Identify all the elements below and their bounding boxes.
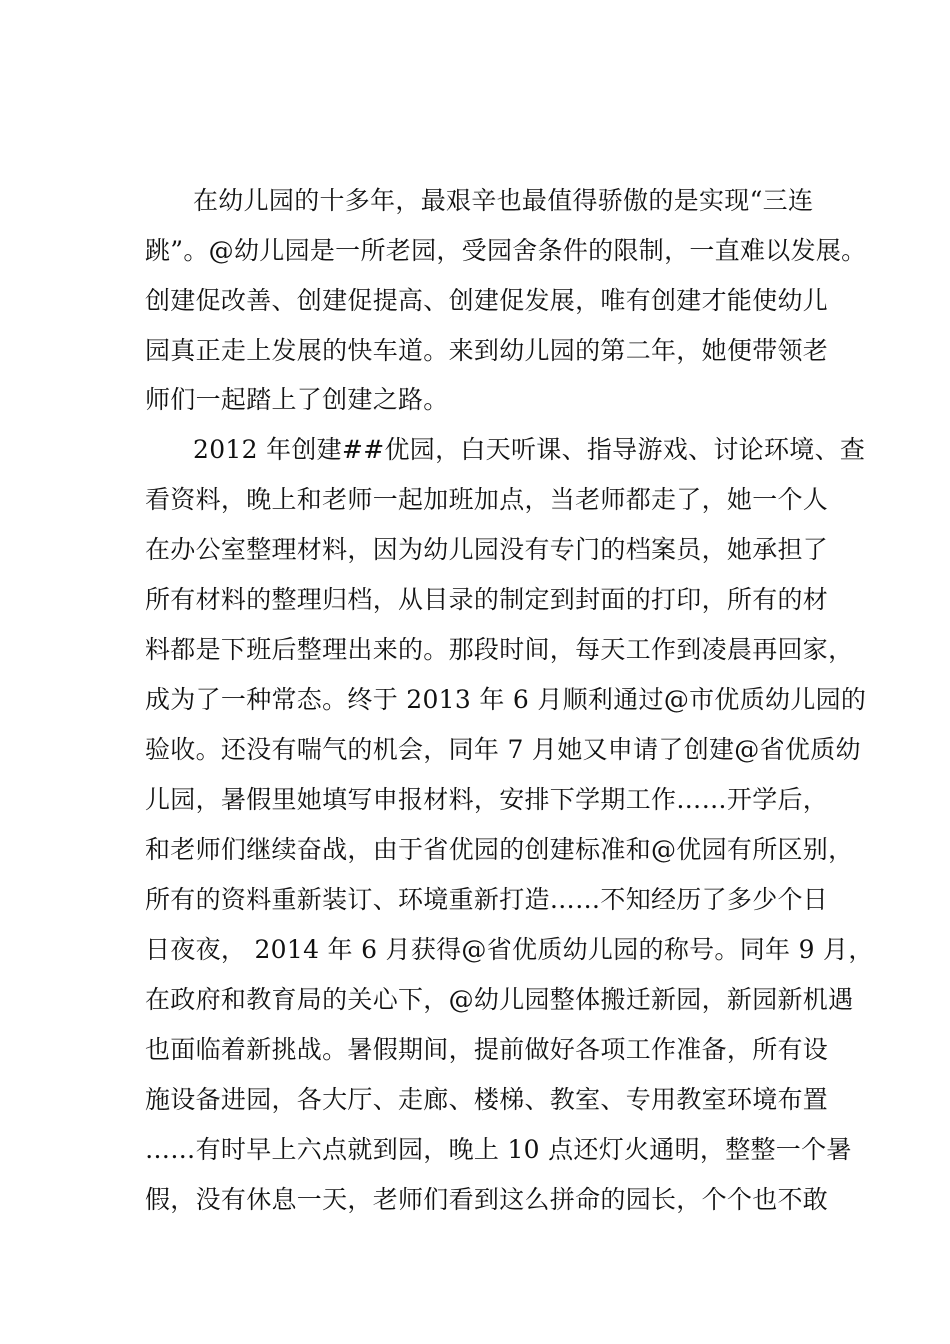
paragraph-1-line-4: 园真正走上发展的快车道。来到幼儿园的第二年，她便带领老 — [145, 336, 829, 365]
paragraph-2-line-9: 和老师们继续奋战，由于省优园的创建标准和@优园有所区别， — [145, 835, 854, 864]
paragraph-2-line-3: 在办公室整理材料，因为幼儿园没有专门的档案员，她承担了 — [145, 535, 829, 564]
paragraph-2-line-11: 日夜夜， 2014 年 6 月获得@省优质幼儿园的称号。同年 9 月， — [145, 935, 874, 964]
paragraph-2-line-8: 儿园，暑假里她填写申报材料，安排下学期工作……开学后， — [145, 785, 829, 814]
paragraph-1-line-2: 跳”。@幼儿园是一所老园，受园舍条件的限制，一直难以发展。 — [145, 236, 867, 265]
paragraph-2-line-1: 2012 年创建##优园，白天听课、指导游戏、讨论环境、查 — [193, 435, 866, 464]
paragraph-2-line-2: 看资料，晚上和老师一起加班加点，当老师都走了，她一个人 — [145, 485, 829, 514]
paragraph-2-line-5: 料都是下班后整理出来的。那段时间，每天工作到凌晨再回家， — [145, 635, 854, 664]
paragraph-2-line-6: 成为了一种常态。终于 2013 年 6 月顺利通过@市优质幼儿园的 — [145, 685, 867, 714]
paragraph-2-line-14: 施设备进园，各大厅、走廊、楼梯、教室、专用教室环境布置 — [145, 1085, 829, 1114]
paragraph-2-line-4: 所有材料的整理归档，从目录的制定到封面的打印，所有的材 — [145, 585, 829, 614]
paragraph-2-line-10: 所有的资料重新装订、环境重新打造……不知经历了多少个日 — [145, 885, 829, 914]
paragraph-2-line-16: 假，没有休息一天，老师们看到这么拼命的园长，个个也不敢 — [145, 1185, 829, 1214]
paragraph-1-line-5: 师们一起踏上了创建之路。 — [145, 385, 449, 414]
paragraph-2-line-7: 验收。还没有喘气的机会，同年 7 月她又申请了创建@省优质幼 — [145, 735, 861, 764]
paragraph-1-line-3: 创建促改善、创建促提高、创建促发展，唯有创建才能使幼儿 — [145, 286, 829, 315]
paragraph-2-line-13: 也面临着新挑战。暑假期间，提前做好各项工作准备，所有设 — [145, 1035, 829, 1064]
paragraph-2-line-12: 在政府和教育局的关心下，@幼儿园整体搬迁新园，新园新机遇 — [145, 985, 854, 1014]
paragraph-1-line-1: 在幼儿园的十多年，最艰辛也最值得骄傲的是实现“三连 — [193, 186, 814, 215]
paragraph-2-line-15: ……有时早上六点就到园，晚上 10 点还灯火通明，整整一个暑 — [145, 1135, 852, 1164]
